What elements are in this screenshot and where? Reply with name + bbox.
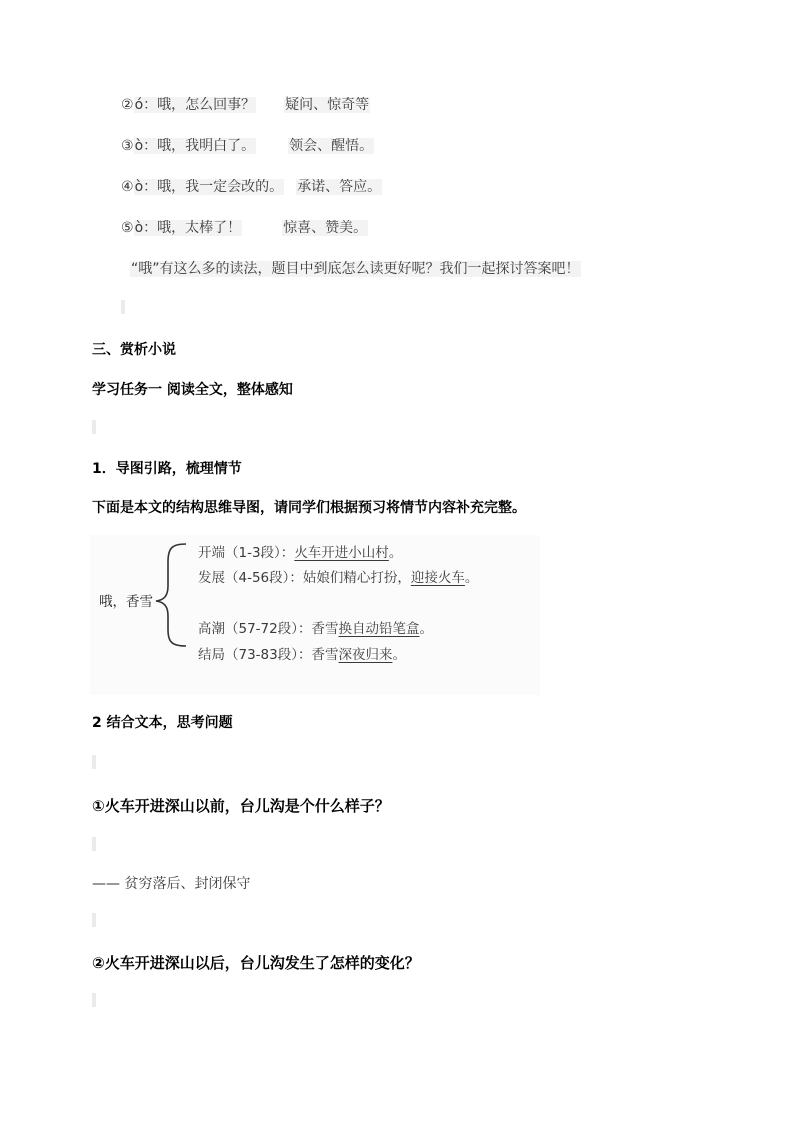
mind-map-branch: 结局（73-83段）：香雪深夜归来。 xyxy=(198,647,406,663)
mind-map-branch: 发展（4-56段）：姑娘们精心打扮，迎接火车。 xyxy=(198,570,479,586)
question-1: ①火车开进深山以前，台儿沟是个什么样子？ xyxy=(92,797,390,815)
reading-number: ⑤ xyxy=(121,220,134,236)
mind-map-brace xyxy=(150,538,190,648)
reading-item: ③ò：哦，我明白了。 领会、醒悟。 xyxy=(121,138,374,154)
blank-answer: 火车开进小山村 xyxy=(294,545,389,561)
paragraph-marker xyxy=(92,993,96,1007)
subsection-heading: 1．导图引路，梳理情节 xyxy=(92,461,242,477)
intro-paragraph: “哦”有这么多的读法，题目中到底怎么读更好呢？我们一起探讨答案吧！ xyxy=(131,261,580,277)
instruction-text: 下面是本文的结构思维导图，请同学们根据预习将情节内容补充完整。 xyxy=(92,500,526,516)
mind-map-branch: 开端（1-3段）：火车开进小山村。 xyxy=(198,545,403,561)
blank-answer: 迎接火车 xyxy=(410,570,465,586)
answer-1: —— 贫穷落后、封闭保守 xyxy=(92,876,251,892)
reading-meaning: 承诺、答应。 xyxy=(297,179,382,195)
reading-number: ② xyxy=(121,97,134,113)
section-heading: 三、赏析小说 xyxy=(92,342,176,358)
reading-item: ②ó：哦，怎么回事？ 疑问、惊奇等 xyxy=(121,97,370,113)
reading-meaning: 疑问、惊奇等 xyxy=(285,97,370,113)
blank-answer: 换自动铅笔盒 xyxy=(338,621,420,637)
reading-meaning: 惊喜、赞美。 xyxy=(283,220,368,236)
paragraph-marker xyxy=(92,420,96,434)
mind-map-root: 哦，香雪 xyxy=(99,594,153,610)
reading-number: ③ xyxy=(121,138,134,154)
mind-map-branch: 高潮（57-72段）：香雪换自动铅笔盒。 xyxy=(198,621,433,637)
paragraph-marker xyxy=(92,755,96,769)
question-2: ②火车开进深山以后，台儿沟发生了怎样的变化？ xyxy=(92,954,420,972)
reading-item: ⑤ò：哦，太棒了！ 惊喜、赞美。 xyxy=(121,220,368,236)
paragraph-marker xyxy=(92,913,96,927)
blank-answer: 深夜归来 xyxy=(338,647,393,663)
reading-item: ④ò：哦，我一定会改的。 承诺、答应。 xyxy=(121,179,382,195)
paragraph-marker xyxy=(92,837,96,851)
reading-number: ④ xyxy=(121,179,134,195)
paragraph-marker xyxy=(121,300,125,314)
reading-meaning: 领会、醒悟。 xyxy=(289,138,374,154)
subsection-heading: 2 结合文本，思考问题 xyxy=(92,715,233,731)
task-heading: 学习任务一 阅读全文，整体感知 xyxy=(92,382,293,398)
